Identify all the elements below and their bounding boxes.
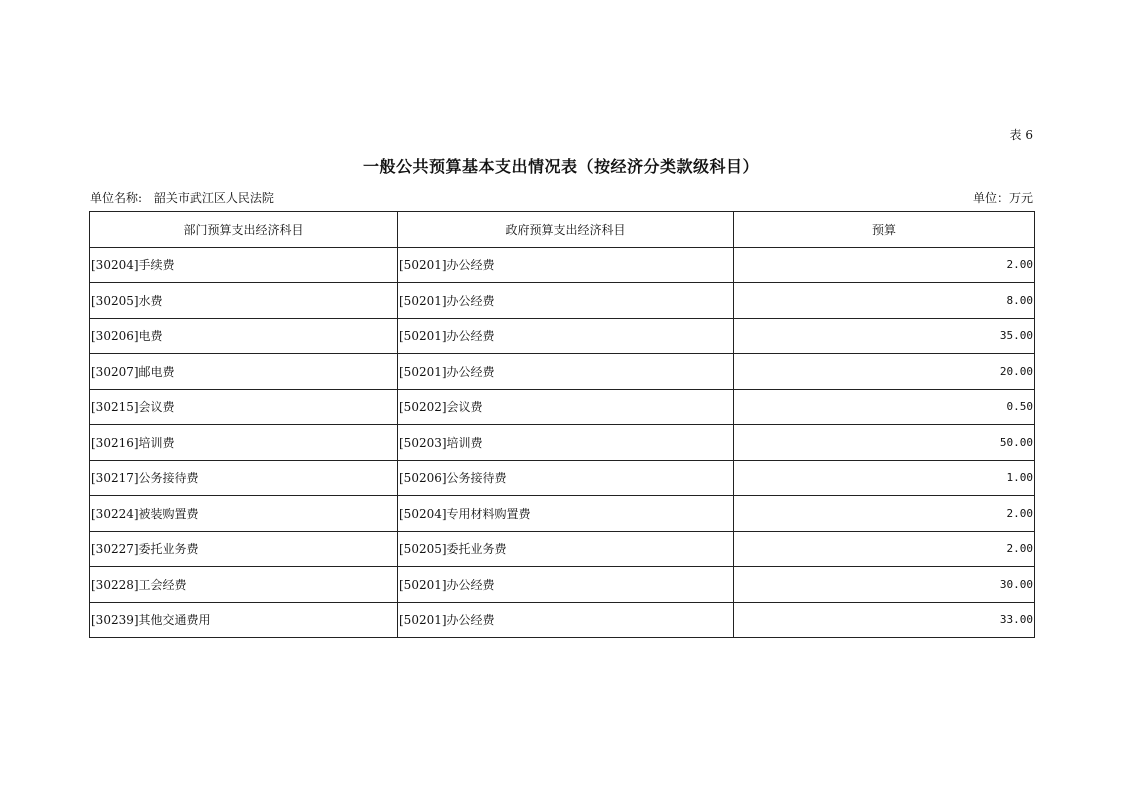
table-row [90,283,1035,319]
header-dept-subject: 部门预算支出经济科目 [90,212,398,248]
dept-subject-cell: [30227]委托业务费 [90,531,398,567]
gov-subject-cell: [50201]办公经费 [398,283,734,319]
gov-subject-cell: [50203]培训费 [398,425,734,461]
gov-subject-cell: [50201]办公经费 [398,567,734,603]
dept-subject-cell: [30216]培训费 [90,425,398,461]
budget-amount-cell: 50.00 [734,425,1035,461]
unit-name-value: 韶关市武江区人民法院 [153,191,274,205]
budget-amount-cell: 35.00 [734,318,1035,354]
header-gov-subject: 政府预算支出经济科目 [398,212,734,248]
table-row [90,354,1035,390]
gov-subject-cell: [50201]办公经费 [398,354,734,390]
budget-amount-cell: 2.00 [734,496,1035,532]
budget-amount-cell: 2.00 [734,531,1035,567]
gov-subject-cell: [50204]专用材料购置费 [398,496,734,532]
budget-amount-cell: 30.00 [734,567,1035,603]
dept-subject-cell: [30239]其他交通费用 [90,602,398,638]
dept-subject-cell: [30207]邮电费 [90,354,398,390]
budget-amount-cell: 1.00 [734,460,1035,496]
dept-subject-cell: [30228]工会经费 [90,567,398,603]
table-row [90,567,1035,603]
gov-subject-cell: [50205]委托业务费 [398,531,734,567]
table-row [90,247,1035,283]
unit-name-label: 单位名称: [90,191,143,205]
document-title: 一般公共预算基本支出情况表（按经济分类款级科目） [362,157,759,176]
gov-subject-cell: [50201]办公经费 [398,247,734,283]
table-row [90,389,1035,425]
budget-table [89,211,1035,638]
budget-amount-cell: 8.00 [734,283,1035,319]
dept-subject-cell: [30217]公务接待费 [90,460,398,496]
table-row [90,425,1035,461]
budget-amount-cell: 33.00 [734,602,1035,638]
header-budget: 预算 [734,212,1035,248]
dept-subject-cell: [30215]会议费 [90,389,398,425]
dept-subject-cell: [30224]被装购置费 [90,496,398,532]
dept-subject-cell: [30205]水费 [90,283,398,319]
table-row [90,460,1035,496]
gov-subject-cell: [50201]办公经费 [398,602,734,638]
table-row [90,496,1035,532]
gov-subject-cell: [50202]会议费 [398,389,734,425]
dept-subject-cell: [30204]手续费 [90,247,398,283]
table-row [90,531,1035,567]
budget-amount-cell: 2.00 [734,247,1035,283]
unit-name-group [90,189,274,206]
dept-subject-cell: [30206]电费 [90,318,398,354]
budget-amount-cell: 20.00 [734,354,1035,390]
table-number-label: 表 6 [1009,128,1033,142]
table-row [90,602,1035,638]
table-row [90,318,1035,354]
budget-amount-cell: 0.50 [734,389,1035,425]
gov-subject-cell: [50206]公务接待费 [398,460,734,496]
meta-row [90,189,1033,206]
gov-subject-cell: [50201]办公经费 [398,318,734,354]
currency-unit-label: 单位：万元 [972,191,1033,205]
table-header-row [90,212,1035,248]
